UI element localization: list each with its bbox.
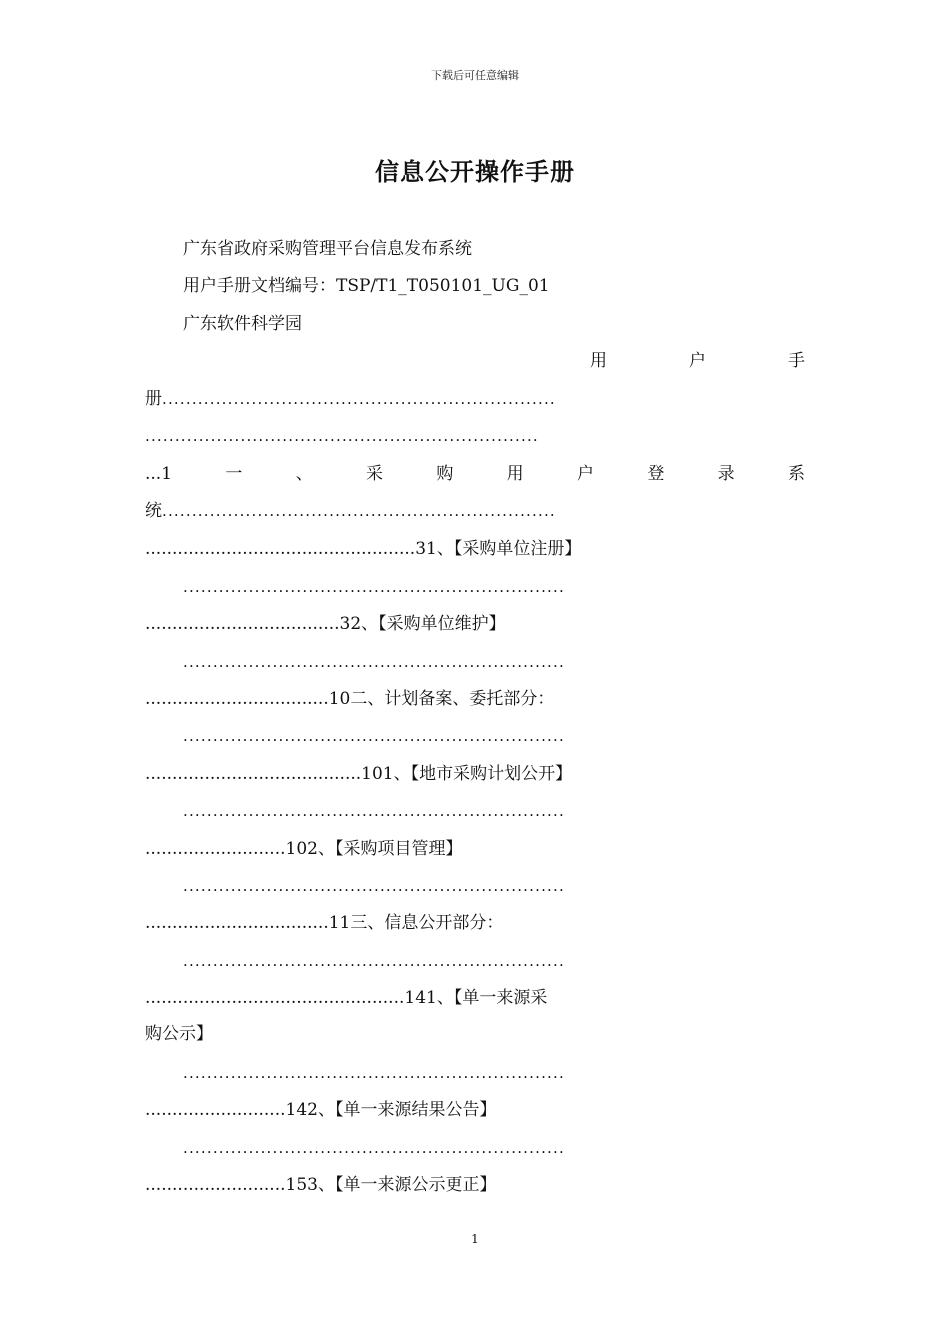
toc-leader-line: ................................................................ [183, 578, 565, 596]
toc-char: 系 [787, 464, 805, 484]
toc-leader-line: ................................................................ [183, 877, 565, 895]
toc-char: 登 [647, 464, 665, 484]
toc-leader-line: ................................................................ [183, 653, 565, 671]
toc-char: 户 [577, 464, 594, 484]
toc-entry-section2[interactable]: ..................................10二、计划备案、委托部分： [145, 689, 555, 709]
toc-leader: .................................................................. [162, 502, 556, 520]
intro-system-name: 广东省政府采购管理平台信息发布系统 [183, 239, 472, 259]
toc-leader-line: ................................................................ [183, 1139, 565, 1157]
toc-char: 手 [788, 351, 805, 371]
toc-item141-end[interactable]: 购公示】 [145, 1024, 213, 1044]
toc-leader-line: ................................................................ [183, 802, 565, 820]
toc-char: 采 [366, 464, 384, 484]
toc-entry-item31[interactable]: ..................................................31、【采购单位注册】 [145, 539, 582, 559]
toc-entry-item142[interactable]: ..........................142、【单一来源结果公告】 [145, 1100, 497, 1120]
toc-char: 购 [436, 464, 454, 484]
toc-section1-cont[interactable] [145, 497, 805, 525]
toc-entry-item153[interactable]: ..........................153、【单一来源公示更正】 [145, 1175, 497, 1195]
intro-organization: 广东软件科学园 [183, 314, 302, 334]
toc-leader-line: .................................................................. [145, 427, 539, 445]
page-number: 1 [471, 1232, 479, 1246]
toc-char: 用 [590, 351, 607, 371]
toc-entry-item141[interactable]: ................................................141、【单一来源采 [145, 988, 548, 1008]
toc-entry-item101[interactable]: ........................................101、【地市采购计划公开】 [145, 764, 573, 784]
document-title: 信息公开操作手册 [375, 157, 575, 186]
toc-leader-line: ................................................................ [183, 952, 565, 970]
toc-char: 录 [717, 464, 735, 484]
toc-char: 用 [506, 464, 524, 484]
toc-entry-item102[interactable]: ..........................102、【采购项目管理】 [145, 839, 463, 859]
intro-doc-number: 用户手册文档编号：TSP/T1_T050101_UG_01 [183, 276, 550, 296]
toc-char: 、 [295, 464, 313, 484]
toc-entry-section1[interactable] [145, 460, 805, 488]
toc-leader-line: ................................................................ [183, 1064, 565, 1082]
toc-char: 一 [225, 464, 243, 484]
toc-entry-section3[interactable]: ..................................11三、信息公开部分： [145, 913, 504, 933]
toc-page-ref: ...1 [145, 464, 173, 484]
toc-leader-line: ................................................................ [183, 727, 565, 745]
toc-entry-manual[interactable] [145, 385, 805, 413]
toc-entry-item32[interactable]: ....................................32、【采购单位维护】 [145, 614, 506, 634]
toc-section1-end: 统 [145, 501, 162, 521]
toc-char: 户 [689, 351, 706, 371]
toc-leader: .................................................................. [162, 390, 556, 408]
toc-manual-end: 册 [145, 389, 162, 409]
toc-manual-heading [590, 347, 805, 375]
header-note: 下载后可任意编辑 [431, 69, 519, 82]
